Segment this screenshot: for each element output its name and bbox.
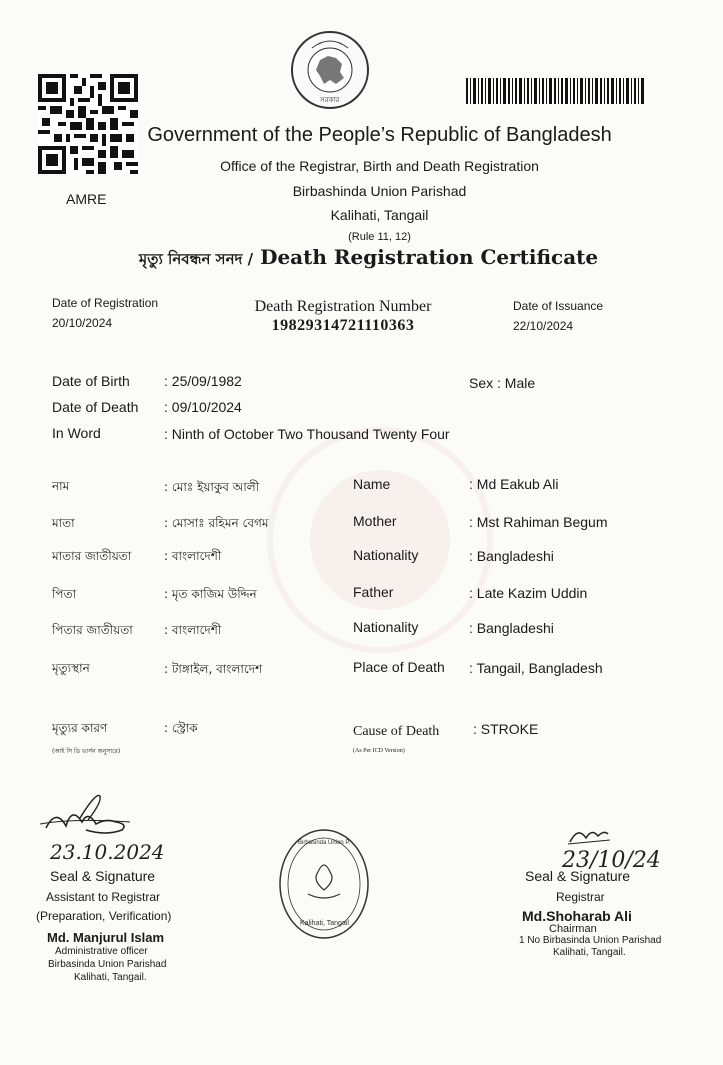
right-signatory-title: Chairman: [549, 923, 597, 935]
union-name: Birbashinda Union Parishad: [292, 183, 467, 199]
right-signature-date: 23/10/24: [562, 848, 661, 873]
mother-nationality-en-label: Nationality: [353, 547, 419, 563]
date-of-birth-value: : 25/09/1982: [164, 373, 242, 389]
seal-text-bottom: Kalihati, Tangail: [300, 920, 349, 927]
father-nationality-en-value: : Bangladeshi: [469, 620, 554, 636]
mother-nationality-bn-label: মাতার জাতীয়তা: [52, 549, 132, 563]
mother-bn-label: মাতা: [52, 516, 75, 530]
name-bn-value: : মোঃ ইয়াকুব আলী: [164, 480, 260, 494]
left-office-line-1: Administrative officer: [55, 946, 148, 957]
father-en-value: : Late Kazim Uddin: [469, 585, 588, 601]
cause-of-death-en-label: Cause of Death: [353, 724, 440, 739]
place-of-death-bn-label: মৃত্যুস্থান: [52, 661, 90, 675]
date-of-birth-label: Date of Birth: [52, 373, 130, 389]
name-en-value: : Md Eakub Ali: [469, 476, 559, 492]
left-signature-icon: [36, 788, 136, 840]
registration-number-label: Death Registration Number: [254, 298, 432, 315]
left-office-line-2: Birbasinda Union Parishad: [48, 959, 167, 970]
date-of-death-value: : 09/10/2024: [164, 399, 242, 415]
father-en-label: Father: [353, 584, 394, 600]
government-emblem-icon: [290, 28, 370, 112]
qr-caption: AMRE: [66, 191, 107, 207]
cause-of-death-en-note: (As Per ICD Version): [353, 748, 405, 754]
date-of-registration-value: 20/10/2024: [52, 316, 113, 330]
right-signatory-name: Md.Shoharab Ali: [522, 908, 632, 924]
place-of-death-bn-value: : টাঙ্গাইল, বাংলাদেশ: [164, 662, 263, 676]
date-of-issuance-value: 22/10/2024: [513, 319, 574, 333]
father-bn-value: : মৃত কাজিম উদ্দিন: [164, 587, 257, 601]
location: Kalihati, Tangail: [330, 207, 429, 223]
mother-bn-value: : মোসাঃ রহিমন বেগম: [164, 516, 269, 530]
left-signature-role: Assistant to Registrar: [46, 890, 161, 904]
left-signature-date: 23.10.2024: [50, 840, 165, 864]
right-seal-signature-label: Seal & Signature: [525, 868, 631, 884]
left-office-line-3: Kalihati, Tangail.: [74, 972, 147, 983]
cause-of-death-bn-label: মৃত্যুর কারণ: [52, 721, 108, 735]
svg-text:সরকার: সরকার: [320, 96, 340, 104]
office-title: Office of the Registrar, Birth and Death Registration: [220, 158, 539, 174]
left-seal-signature-label: Seal & Signature: [50, 868, 156, 884]
place-of-death-en-label: Place of Death: [353, 659, 445, 675]
right-signature-icon: [566, 822, 612, 848]
left-signature-subrole: (Preparation, Verification): [36, 909, 172, 923]
father-nationality-en-label: Nationality: [353, 619, 419, 635]
mother-nationality-bn-value: : বাংলাদেশী: [164, 549, 222, 563]
in-word-value: : Ninth of October Two Thousand Twenty Four: [164, 426, 450, 442]
rule-reference: (Rule 11, 12): [348, 231, 411, 243]
right-signature-role: Registrar: [556, 890, 605, 904]
mother-en-label: Mother: [353, 513, 397, 529]
mother-en-value: : Mst Rahiman Begum: [469, 514, 608, 530]
mother-nationality-en-value: : Bangladeshi: [469, 548, 554, 564]
father-nationality-bn-label: পিতার জাতীয়তা: [52, 623, 133, 637]
name-bn-label: নাম: [52, 479, 70, 493]
name-en-label: Name: [353, 476, 391, 492]
registration-number-value: 19829314721110363: [271, 317, 415, 334]
certificate-title-en: Death Registration Certificate: [260, 245, 599, 269]
right-office-line-2: Kalihati, Tangail.: [553, 947, 626, 958]
seal-text-top: Birbasinda Union P.: [298, 840, 351, 846]
certificate-title-bn: মৃত্যু নিবন্ধন সনদ /: [138, 250, 254, 268]
date-of-registration-label: Date of Registration: [52, 296, 159, 310]
right-office-line-1: 1 No Birbasinda Union Parishad: [519, 935, 662, 946]
date-of-issuance-label: Date of Issuance: [513, 299, 604, 313]
barcode-icon: [466, 78, 646, 104]
cause-of-death-bn-note: (আই সি ডি ভার্সন অনুসারে): [52, 748, 121, 755]
sex-value: Sex : Male: [469, 375, 536, 391]
cause-of-death-en-value: : STROKE: [473, 721, 539, 737]
left-signatory-name: Md. Manjurul Islam: [47, 930, 165, 945]
date-of-death-label: Date of Death: [52, 399, 139, 415]
place-of-death-en-value: : Tangail, Bangladesh: [469, 660, 603, 676]
father-bn-label: পিতা: [52, 587, 77, 601]
father-nationality-bn-value: : বাংলাদেশী: [164, 623, 222, 637]
in-word-label: In Word: [52, 425, 101, 441]
certificate-title: [0, 245, 723, 273]
government-title: Government of the People’s Republic of Bangladesh: [147, 124, 612, 146]
cause-of-death-bn-value: : স্ট্রোক: [164, 721, 198, 735]
